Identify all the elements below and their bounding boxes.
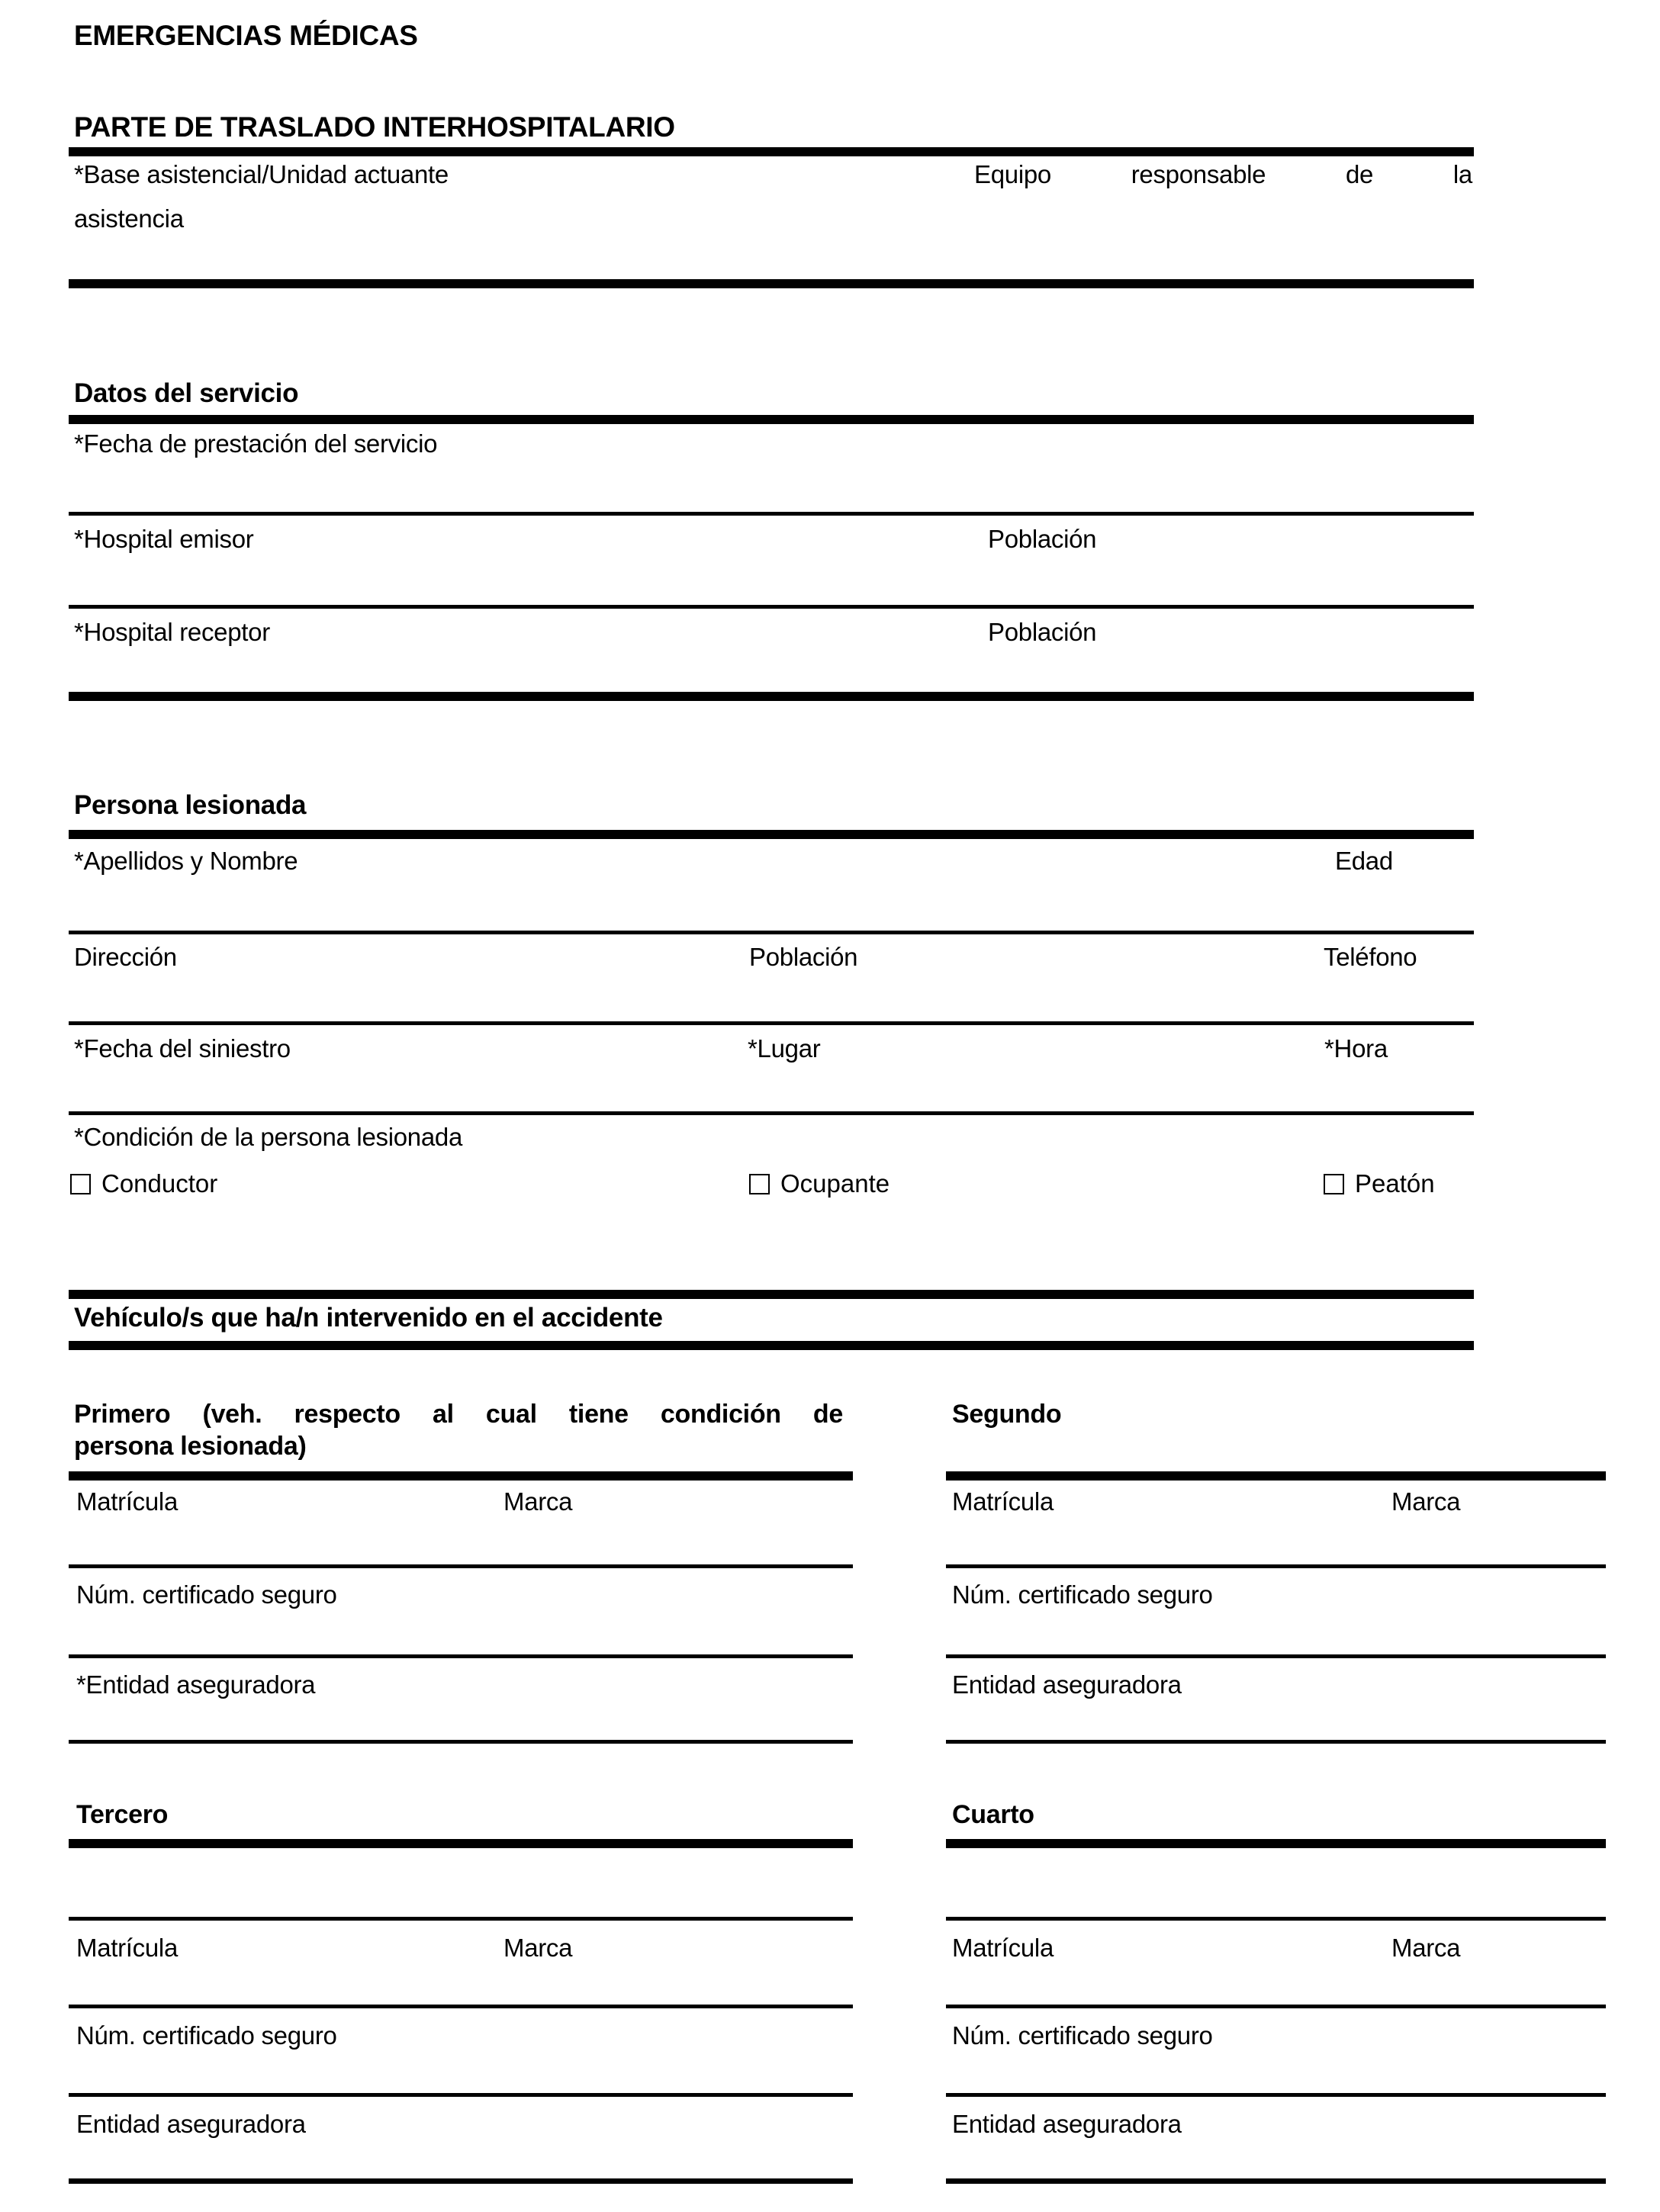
segundo-certificado-field-line: [946, 1654, 1606, 1658]
persona-lesionada-heading-rule: [69, 830, 1474, 839]
condicion-option-conductor: [70, 1169, 217, 1198]
condicion-label: *Condición de la persona lesionada: [74, 1123, 463, 1151]
cuarto-header-rule: [946, 1839, 1606, 1848]
vehiculo-primero-title-line1: Primero (veh. respecto al cual tiene condición de: [74, 1400, 843, 1429]
tercero-header-rule: [69, 1839, 853, 1848]
primero-num-certificado-label: Núm. certificado seguro: [76, 1580, 337, 1609]
datos-servicio-heading: Datos del servicio: [74, 378, 299, 408]
datos-servicio-heading-rule: [69, 415, 1474, 424]
primero-header-rule: [69, 1471, 853, 1481]
vehiculos-top-rule: [69, 1290, 1474, 1299]
tercero-entidad-field-line: [69, 2178, 853, 2184]
lugar-label: *Lugar: [748, 1034, 821, 1063]
cuarto-matricula-label: Matrícula: [952, 1934, 1054, 1962]
cuarto-matricula-field-line: [946, 2005, 1606, 2008]
ocupante-label: Ocupante: [780, 1169, 890, 1198]
hospital-receptor-poblacion-label: Población: [988, 618, 1097, 646]
tercero-matricula-field-line: [69, 2005, 853, 2008]
primero-matricula-field-line: [69, 1564, 853, 1568]
peaton-checkbox[interactable]: [1324, 1174, 1344, 1194]
tercero-certificado-field-line: [69, 2093, 853, 2097]
cuarto-entidad-label: Entidad aseguradora: [952, 2110, 1182, 2138]
cuarto-certificado-field-line: [946, 2093, 1606, 2097]
equipo-responsable-label: Equipo responsable de la: [974, 160, 1472, 188]
persona-lesionada-heading: Persona lesionada: [74, 790, 307, 820]
cuarto-entidad-field-line: [946, 2178, 1606, 2184]
vehiculos-heading-rule: [69, 1341, 1474, 1350]
segundo-matricula-label: Matrícula: [952, 1487, 1054, 1516]
ocupante-checkbox[interactable]: [749, 1174, 770, 1194]
fecha-prestacion-label: *Fecha de prestación del servicio: [74, 429, 438, 458]
segundo-entidad-label: Entidad aseguradora: [952, 1670, 1182, 1699]
vehiculo-tercero-title: Tercero: [76, 1800, 169, 1829]
segundo-num-certificado-label: Núm. certificado seguro: [952, 1580, 1213, 1609]
poblacion-label: Población: [749, 943, 858, 971]
tercero-marca-label: Marca: [503, 1934, 573, 1962]
edad-label: Edad: [1335, 847, 1393, 875]
primero-marca-label: Marca: [503, 1487, 573, 1516]
cuarto-marca-label: Marca: [1391, 1934, 1461, 1962]
primero-matricula-label: Matrícula: [76, 1487, 179, 1516]
fecha-siniestro-label: *Fecha del siniestro: [74, 1034, 291, 1063]
fecha-siniestro-field-line: [69, 1111, 1474, 1115]
tercero-num-certificado-label: Núm. certificado seguro: [76, 2021, 337, 2050]
datos-servicio-bottom-rule: [69, 692, 1474, 701]
form-title: PARTE DE TRASLADO INTERHOSPITALARIO: [74, 111, 675, 143]
vehiculo-primero-title-line2: persona lesionada): [74, 1432, 307, 1461]
conductor-checkbox[interactable]: [70, 1174, 91, 1194]
apellidos-nombre-label: *Apellidos y Nombre: [74, 847, 298, 875]
base-asistencial-label: *Base asistencial/Unidad actuante: [74, 160, 449, 188]
tercero-entidad-label: Entidad aseguradora: [76, 2110, 306, 2138]
segundo-matricula-field-line: [946, 1564, 1606, 1568]
tercero-matricula-label: Matrícula: [76, 1934, 179, 1962]
apellidos-field-line: [69, 931, 1474, 934]
cuarto-blank-field-line: [946, 1917, 1606, 1921]
hora-label: *Hora: [1324, 1034, 1388, 1063]
cuarto-num-certificado-label: Núm. certificado seguro: [952, 2021, 1213, 2050]
asistencia-label: asistencia: [74, 204, 184, 233]
tercero-blank-field-line: [69, 1917, 853, 1921]
fecha-prestacion-field-line: [69, 512, 1474, 516]
primero-certificado-field-line: [69, 1654, 853, 1658]
hospital-emisor-poblacion-label: Población: [988, 525, 1097, 553]
page-title: EMERGENCIAS MÉDICAS: [74, 20, 418, 51]
hospital-emisor-field-line: [69, 605, 1474, 609]
primero-entidad-label: *Entidad aseguradora: [76, 1670, 316, 1699]
base-section-bottom-rule: [69, 279, 1474, 288]
form-title-rule: [69, 147, 1474, 156]
segundo-entidad-field-line: [946, 1740, 1606, 1744]
hospital-receptor-label: *Hospital receptor: [74, 618, 270, 646]
peaton-label: Peatón: [1355, 1169, 1435, 1198]
vehiculos-heading: Vehículo/s que ha/n intervenido en el accidente: [74, 1303, 663, 1333]
hospital-emisor-label: *Hospital emisor: [74, 525, 254, 553]
vehiculo-segundo-title: Segundo: [952, 1400, 1062, 1429]
conductor-label: Conductor: [101, 1169, 218, 1198]
telefono-label: Teléfono: [1324, 943, 1417, 971]
primero-entidad-field-line: [69, 1740, 853, 1744]
condicion-option-peaton: [1324, 1169, 1435, 1198]
direccion-label: Dirección: [74, 943, 177, 971]
segundo-marca-label: Marca: [1391, 1487, 1461, 1516]
condicion-option-ocupante: [749, 1169, 890, 1198]
direccion-field-line: [69, 1021, 1474, 1025]
segundo-header-rule: [946, 1471, 1606, 1481]
vehiculo-cuarto-title: Cuarto: [952, 1800, 1034, 1829]
